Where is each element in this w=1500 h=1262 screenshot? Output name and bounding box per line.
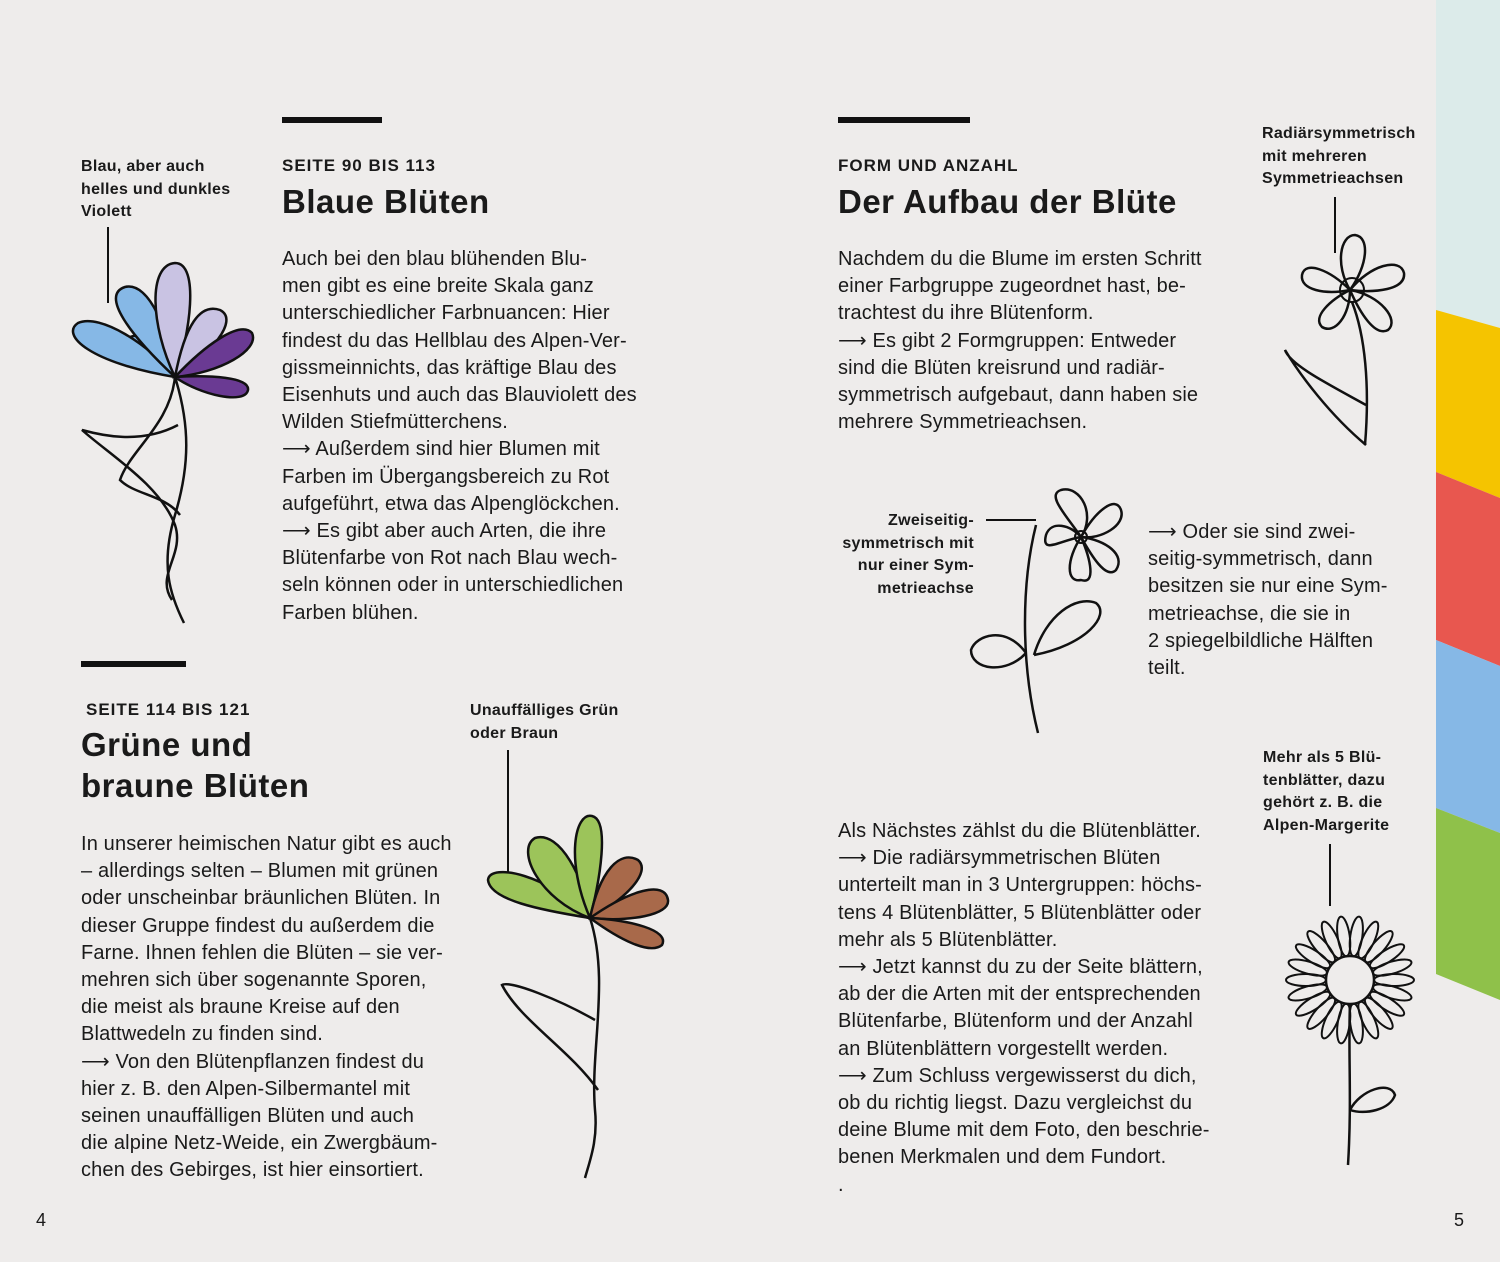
title-green: Grüne und braune Blüten [81,726,310,804]
tab-mint [1436,0,1500,328]
page-number-left: 4 [36,1210,47,1230]
body-green: In unserer heimischen Natur gibt es auch – allerdings selten – Blumen mit grünen oder unscheinbar bräunlichen Blüten. In dieser Gruppe findest du außerdem die Farne. Ihnen fehlen die Blüten – sie ver- mehren sich über sogenannte Sporen, die meist als braune Kreise auf den Blattwedeln zu finden sind. ⟶ Von den Blütenpflanzen findest du hier z. B. den Alpen-Silbermantel mit seinen unauffälligen Blüten und auch die alpine Netz-Weide, ein Zwergbäum- chen des Gebirges, ist hier einsortiert. [81,833,452,1182]
green-brown-flower-illustration [480,750,680,1180]
caption-radial: Radiärsymmetrisch mit mehreren Symmetrieachsen [1262,125,1416,187]
caption-blue: Blau, aber auch helles und dunkles Violett [81,158,231,220]
violet-flower-illustration [966,485,1126,735]
tab-blue [1436,640,1500,833]
section-rule-blue [282,117,382,123]
page-number-right: 5 [1454,1210,1465,1230]
body-count: Als Nächstes zählst du die Blütenblätter. ⟶ Die radiärsymmetrischen Blüten unterteilt man in 3 Untergruppen: höchs- tens 4 Blütenblätter, 5 Blütenblätter oder mehr als 5 Blütenblätter. ⟶ Jetzt kannst du zu der Seite blättern, ab der die Arten mit der entsprechenden Blütenfarbe, Blütenform und der Anzahl an Blütenblättern vorgestellt werden. ⟶ Zum Schluss vergewisserst du dich, ob du richtig liegst. Dazu vergleichst du deine Blume mit dem Foto, den beschrie- benen Merkmalen und dem Fundort. . [838,820,1210,1196]
tab-green [1436,808,1500,1000]
section-rule-form [838,117,970,123]
caption-bilateral: Zweiseitig- symmetrisch mit nur einer Sym- metrieachse [842,512,974,597]
kicker-blue: SEITE 90 BIS 113 [282,156,436,175]
body-blue: Auch bei den blau blühenden Blu- men gibt es eine breite Skala ganz unterschiedlicher Farbnuancen: Hier findest du das Hellblau des Alpen-Ver- gissmeinnichts, das kräftige Blau des Eisenhuts und auch das Blauviolett des Wilden Stiefmütterchens. ⟶ Außerdem sind hier Blumen mit Farben im Übergangsbereich zu Rot aufgeführt, etwa das Alpenglöckchen. ⟶ Es gibt aber auch Arten, die ihre Blütenfarbe von Rot nach Blau wech- seln können oder in unterschiedlichen Farben blühen. [282,248,637,624]
body-bilateral: ⟶ Oder sie sind zwei- seitig-symmetrisch, dann besitzen sie nur eine Sym- metrieachse, die sie in 2 spiegelbildliche Hälften teilt. [1148,521,1388,680]
body-form: Nachdem du die Blume im ersten Schritt einer Farbgruppe zugeordnet hast, be- trachtest du ihre Blütenform. ⟶ Es gibt 2 Formgruppen: Entweder sind die Blüten kreisrund und radiär- symmetrisch aufgebaut, dann haben sie mehrere Symmetrieachsen. [838,248,1202,434]
title-blue: Blaue Blüten [282,183,490,220]
tab-red [1436,472,1500,666]
caption-count: Mehr als 5 Blü- tenblätter, dazu gehört z. B. die Alpen-Margerite [1263,749,1390,834]
section-rule-green [81,661,186,667]
kicker-form: FORM UND ANZAHL [838,156,1019,175]
tab-yellow [1436,310,1500,498]
radial-flower-illustration [1280,195,1420,455]
blue-flower-illustration [60,225,270,635]
kicker-green: SEITE 114 BIS 121 [86,700,251,719]
daisy-illustration [1270,840,1440,1170]
title-form: Der Aufbau der Blüte [838,183,1177,220]
color-register-tabs [1436,0,1500,1000]
caption-green: Unauffälliges Grün oder Braun [470,702,619,742]
